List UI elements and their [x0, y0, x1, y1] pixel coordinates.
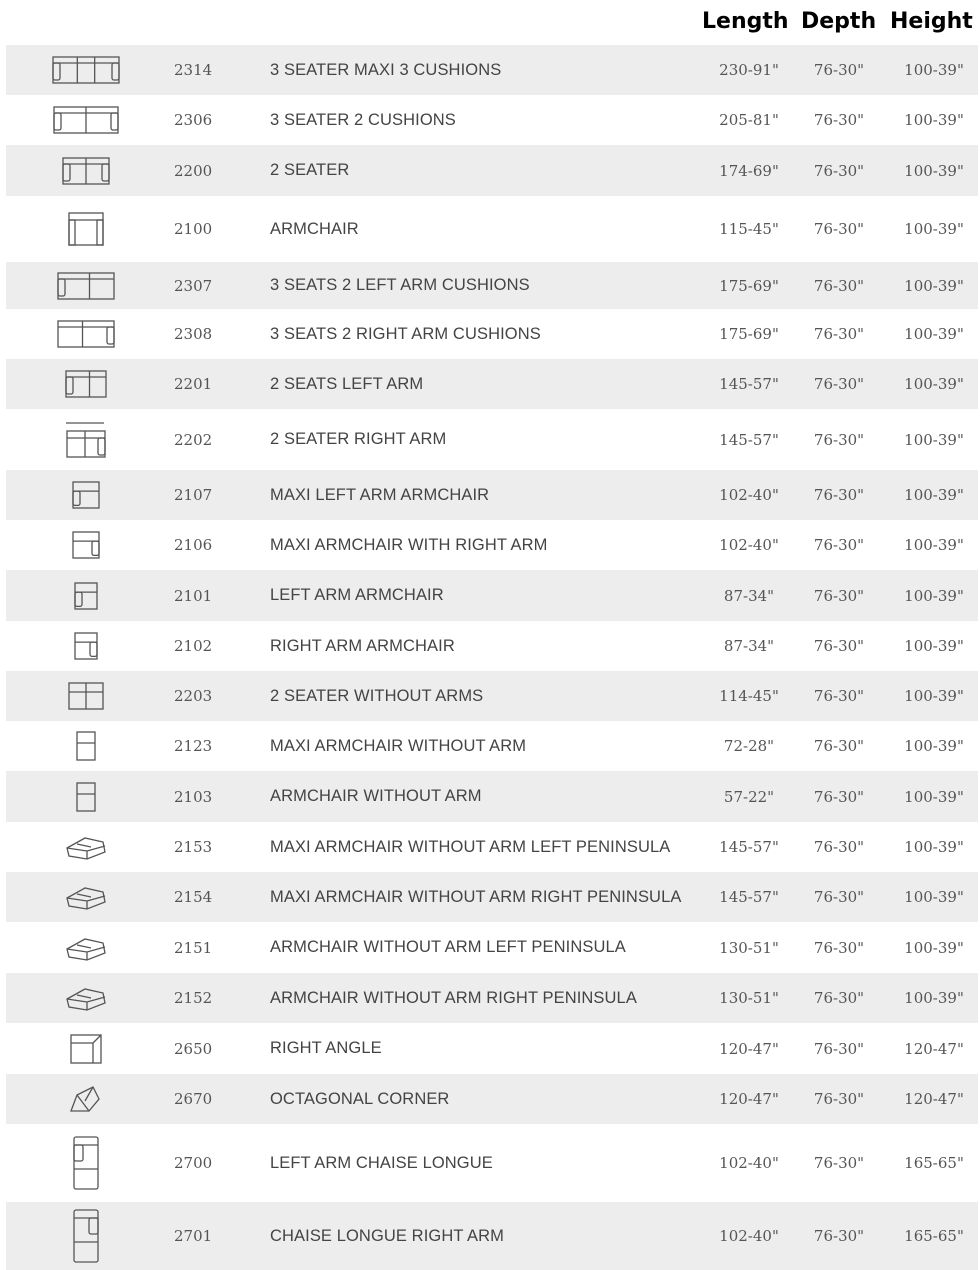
product-code: 2101 — [174, 586, 213, 605]
height-value: 100-39" — [904, 989, 964, 1007]
depth-value: 76-30" — [813, 430, 865, 449]
table-row — [6, 771, 978, 822]
length-value: 120-47" — [719, 1039, 779, 1058]
depth-value: 76-30" — [813, 536, 865, 554]
product-code: 2100 — [174, 220, 213, 238]
height-value: 120-47" — [904, 1090, 964, 1108]
armchair-icon — [50, 196, 122, 262]
depth-value: 76-30" — [813, 375, 865, 393]
product-code: 2102 — [174, 637, 213, 655]
table-row — [6, 1074, 978, 1124]
length-value: 130-51" — [719, 938, 779, 957]
sofa-left-arm-icon — [50, 262, 122, 309]
table-row — [6, 671, 978, 721]
product-code: 2107 — [174, 486, 213, 504]
depth-value: 76-30" — [813, 787, 865, 806]
length-value: 120-47" — [719, 1090, 779, 1108]
depth-value: 76-30" — [813, 989, 865, 1007]
product-code: 2152 — [174, 989, 213, 1007]
product-description: OCTAGONAL CORNER — [270, 1089, 450, 1108]
length-value: 87-34" — [723, 586, 775, 605]
length-column-header: Length — [702, 9, 789, 34]
product-code: 2307 — [174, 276, 213, 295]
product-description: 3 SEATS 2 RIGHT ARM CUSHIONS — [270, 324, 541, 343]
product-description: 2 SEATER — [270, 161, 350, 179]
height-value: 100-39" — [904, 220, 964, 238]
product-code: 2306 — [174, 111, 213, 129]
octagonal-corner-icon — [50, 1074, 122, 1124]
depth-value: 76-30" — [813, 161, 865, 180]
table-row — [6, 309, 978, 359]
product-code: 2202 — [174, 430, 213, 449]
product-description: LEFT ARM ARMCHAIR — [270, 586, 444, 604]
table-row — [6, 872, 978, 922]
left-arm-armchair-icon — [50, 570, 122, 621]
depth-value: 76-30" — [813, 276, 865, 295]
product-code: 2106 — [174, 536, 213, 554]
length-value: 145-57" — [719, 838, 779, 856]
length-value: 230-91" — [719, 61, 779, 79]
table-row — [6, 520, 978, 570]
height-value: 100-39" — [904, 161, 964, 180]
depth-value: 76-30" — [813, 888, 865, 906]
table-row — [6, 570, 978, 621]
height-value: 100-39" — [904, 838, 964, 856]
depth-value: 76-30" — [813, 1090, 865, 1108]
length-value: 145-57" — [719, 375, 779, 393]
length-value: 145-57" — [719, 430, 779, 449]
height-value: 100-39" — [904, 375, 964, 393]
product-description: RIGHT ANGLE — [270, 1039, 382, 1057]
depth-value: 76-30" — [813, 938, 865, 957]
table-row — [6, 262, 978, 309]
length-value: 102-40" — [719, 1154, 779, 1172]
product-code: 2154 — [174, 888, 213, 906]
product-code: 2700 — [174, 1154, 213, 1172]
product-description: MAXI ARMCHAIR WITHOUT ARM — [270, 736, 527, 755]
height-value: 100-39" — [904, 938, 964, 957]
length-value: 130-51" — [719, 989, 779, 1007]
armchair-no-arm-icon — [50, 771, 122, 822]
table-row — [6, 1124, 978, 1202]
depth-value: 76-30" — [813, 111, 865, 129]
depth-value: 76-30" — [813, 637, 865, 655]
product-code: 2151 — [174, 938, 213, 957]
length-value: 114-45" — [719, 687, 779, 705]
table-row — [6, 95, 978, 145]
height-value: 100-39" — [904, 586, 964, 605]
height-value: 100-39" — [904, 486, 964, 504]
table-row — [6, 145, 978, 196]
product-description: 3 SEATER MAXI 3 CUSHIONS — [270, 60, 502, 79]
height-value: 165-65" — [904, 1154, 964, 1172]
product-code: 2314 — [174, 61, 213, 79]
sofa-3-seat-maxi-icon — [50, 45, 122, 95]
product-description: CHAISE LONGUE RIGHT ARM — [270, 1226, 504, 1245]
product-description: MAXI ARMCHAIR WITHOUT ARM RIGHT PENINSULA — [270, 887, 682, 906]
depth-value: 76-30" — [813, 325, 865, 343]
height-value: 100-39" — [904, 430, 964, 449]
product-code: 2201 — [174, 375, 213, 393]
chaise-longue-left-icon — [50, 1124, 122, 1202]
length-value: 145-57" — [719, 888, 779, 906]
depth-value: 76-30" — [813, 1039, 865, 1058]
product-code: 2200 — [174, 161, 213, 180]
product-code: 2670 — [174, 1090, 213, 1108]
height-value: 100-39" — [904, 111, 964, 129]
product-code: 2308 — [174, 325, 213, 343]
product-code: 2701 — [174, 1227, 213, 1245]
product-description: 2 SEATER WITHOUT ARMS — [270, 686, 484, 705]
length-value: 87-34" — [723, 637, 775, 655]
depth-value: 76-30" — [813, 838, 865, 856]
product-description: ARMCHAIR WITHOUT ARM — [270, 787, 482, 805]
table-row — [6, 721, 978, 771]
product-description: 3 SEATS 2 LEFT ARM CUSHIONS — [270, 276, 530, 294]
table-row — [6, 470, 978, 520]
peninsula-right-icon — [50, 872, 122, 922]
depth-value: 76-30" — [813, 1154, 865, 1172]
product-description: MAXI LEFT ARM ARMCHAIR — [270, 485, 490, 504]
sofa-2-seat-icon — [50, 145, 122, 196]
table-row — [6, 409, 978, 470]
sofa-3-seat-2-cushion-icon — [50, 95, 122, 145]
product-code: 2123 — [174, 737, 213, 755]
product-description: ARMCHAIR WITHOUT ARM RIGHT PENINSULA — [270, 988, 637, 1007]
table-row — [6, 822, 978, 872]
length-value: 102-40" — [719, 1227, 779, 1245]
length-value: 102-40" — [719, 486, 779, 504]
sofa-2-right-arm-icon — [50, 409, 122, 470]
height-value: 120-47" — [904, 1039, 964, 1058]
product-code: 2153 — [174, 838, 213, 856]
product-description: 2 SEATS LEFT ARM — [270, 374, 424, 393]
height-value: 165-65" — [904, 1227, 964, 1245]
product-description: MAXI ARMCHAIR WITHOUT ARM LEFT PENINSULA — [270, 837, 671, 856]
product-description: 3 SEATER 2 CUSHIONS — [270, 110, 456, 129]
sofa-2-no-arms-icon — [50, 671, 122, 721]
product-code: 2203 — [174, 687, 213, 705]
right-arm-armchair-icon — [50, 621, 122, 671]
height-value: 100-39" — [904, 536, 964, 554]
table-row — [6, 1023, 978, 1074]
height-value: 100-39" — [904, 61, 964, 79]
length-value: 115-45" — [719, 220, 779, 238]
table-row — [6, 973, 978, 1023]
length-value: 205-81" — [719, 111, 779, 129]
peninsula-left-small-icon — [50, 922, 122, 973]
height-value: 100-39" — [904, 325, 964, 343]
product-description: 2 SEATER RIGHT ARM — [270, 430, 447, 448]
depth-value: 76-30" — [813, 586, 865, 605]
product-description: MAXI ARMCHAIR WITH RIGHT ARM — [270, 535, 548, 554]
product-description: RIGHT ARM ARMCHAIR — [270, 636, 455, 655]
peninsula-left-icon — [50, 822, 122, 872]
depth-value: 76-30" — [813, 61, 865, 79]
table-row — [6, 1202, 978, 1270]
depth-value: 76-30" — [813, 737, 865, 755]
depth-value: 76-30" — [813, 1227, 865, 1245]
chaise-longue-right-icon — [50, 1202, 122, 1270]
peninsula-right-small-icon — [50, 973, 122, 1023]
depth-value: 76-30" — [813, 220, 865, 238]
maxi-right-arm-icon — [50, 520, 122, 570]
length-value: 72-28" — [723, 737, 775, 755]
height-value: 100-39" — [904, 737, 964, 755]
right-angle-corner-icon — [50, 1023, 122, 1074]
height-value: 100-39" — [904, 687, 964, 705]
height-value: 100-39" — [904, 276, 964, 295]
table-row — [6, 621, 978, 671]
length-value: 175-69" — [719, 325, 779, 343]
product-code: 2650 — [174, 1039, 213, 1058]
height-value: 100-39" — [904, 888, 964, 906]
table-row — [6, 359, 978, 409]
height-value: 100-39" — [904, 637, 964, 655]
maxi-no-arm-icon — [50, 721, 122, 771]
table-row — [6, 922, 978, 973]
table-row — [6, 196, 978, 262]
sofa-2-left-arm-icon — [50, 359, 122, 409]
height-value: 100-39" — [904, 787, 964, 806]
product-description: ARMCHAIR WITHOUT ARM LEFT PENINSULA — [270, 938, 626, 956]
length-value: 175-69" — [719, 276, 779, 295]
length-value: 57-22" — [723, 787, 775, 806]
table-row — [6, 45, 978, 95]
product-description: ARMCHAIR — [270, 219, 359, 238]
depth-value: 76-30" — [813, 687, 865, 705]
depth-column-header: Depth — [801, 9, 877, 34]
product-description: LEFT ARM CHAISE LONGUE — [270, 1153, 493, 1172]
maxi-left-arm-icon — [50, 470, 122, 520]
height-column-header: Height — [890, 9, 973, 34]
depth-value: 76-30" — [813, 486, 865, 504]
length-value: 102-40" — [719, 536, 779, 554]
length-value: 174-69" — [719, 161, 779, 180]
product-code: 2103 — [174, 787, 213, 806]
sofa-right-arm-icon — [50, 309, 122, 359]
